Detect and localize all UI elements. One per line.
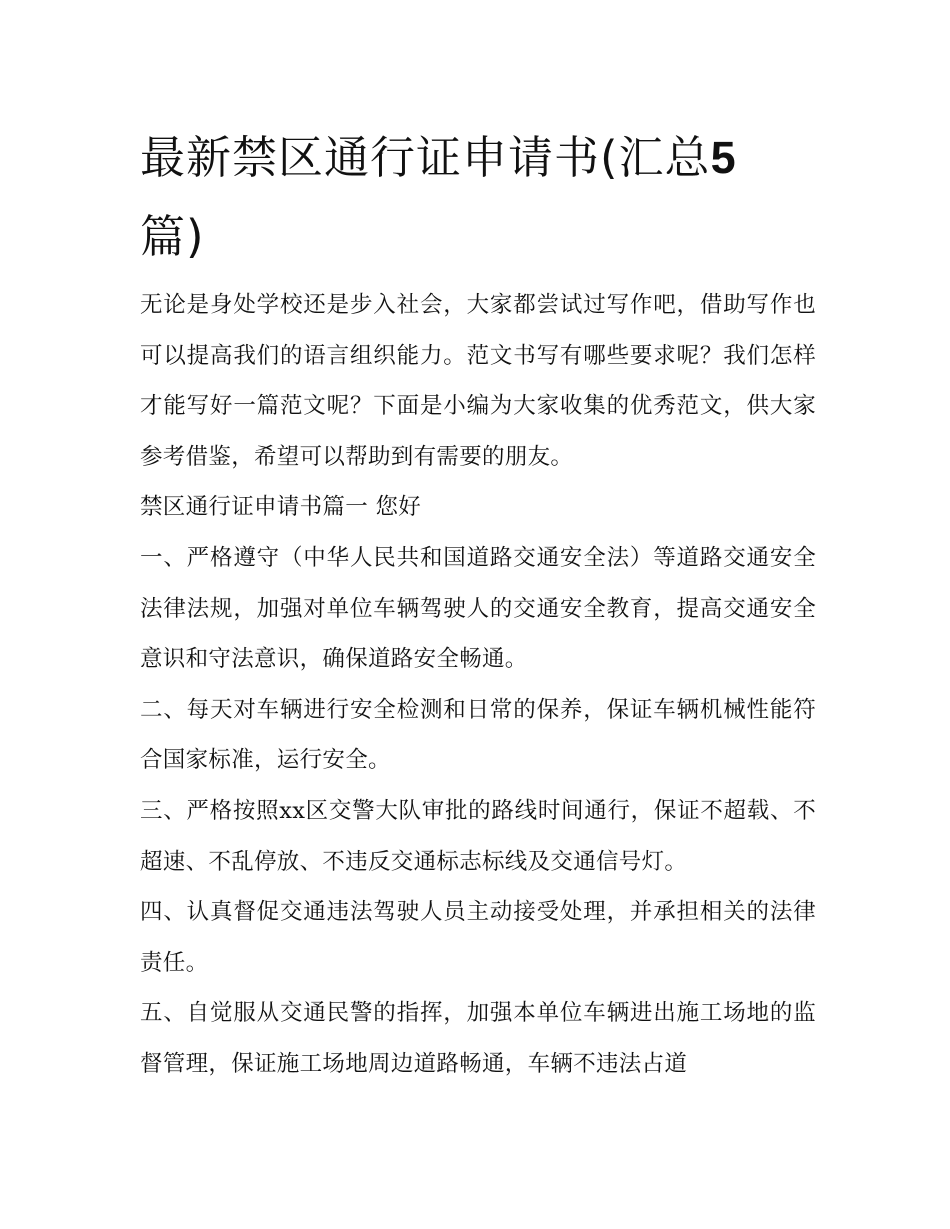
- title-number: 5: [710, 132, 737, 183]
- document-body: [140, 280, 816, 1090]
- document-title: [140, 118, 820, 276]
- list-item-3: 三、严格按照xx区交警大队审批的路线时间通行，保证不超载、不超速、不乱停放、不违反交通标志标线及交通信号灯。: [140, 797, 816, 875]
- list-item-5: 五、自觉服从交通民警的指挥，加强本单位车辆进出施工场地的监督管理，保证施工场地周边道路畅通，车辆不违法占道: [140, 1000, 816, 1077]
- list-item-4: 四、认真督促交通违法驾驶人员主动接受处理，并承担相关的法律责任。: [140, 899, 816, 976]
- title-end: 篇): [140, 210, 205, 263]
- section-heading: 禁区通行证申请书篇一 您好: [140, 494, 422, 521]
- list-item-2: 二、每天对车辆进行安全检测和日常的保养，保证车辆机械性能符合国家标准，运行安全。: [140, 696, 816, 774]
- intro-paragraph: 无论是身处学校还是步入社会，大家都尝试过写作吧，借助写作也可以提高我们的语言组织能力。范文书写有哪些要求呢？我们怎样才能写好一篇范文呢？下面是小编为大家收集的优秀范文，供大家参考借鉴，希望可以帮助到有需要的朋友。: [140, 292, 816, 470]
- list-item-1: 一、严格遵守（中华人民共和国道路交通安全法）等道路交通安全法律法规，加强对单位车辆驾驶人的交通安全教育，提高交通安全意识和守法意识，确保道路安全畅通。: [140, 544, 816, 673]
- title-main: 最新禁区通行证申请书(汇总: [140, 131, 711, 184]
